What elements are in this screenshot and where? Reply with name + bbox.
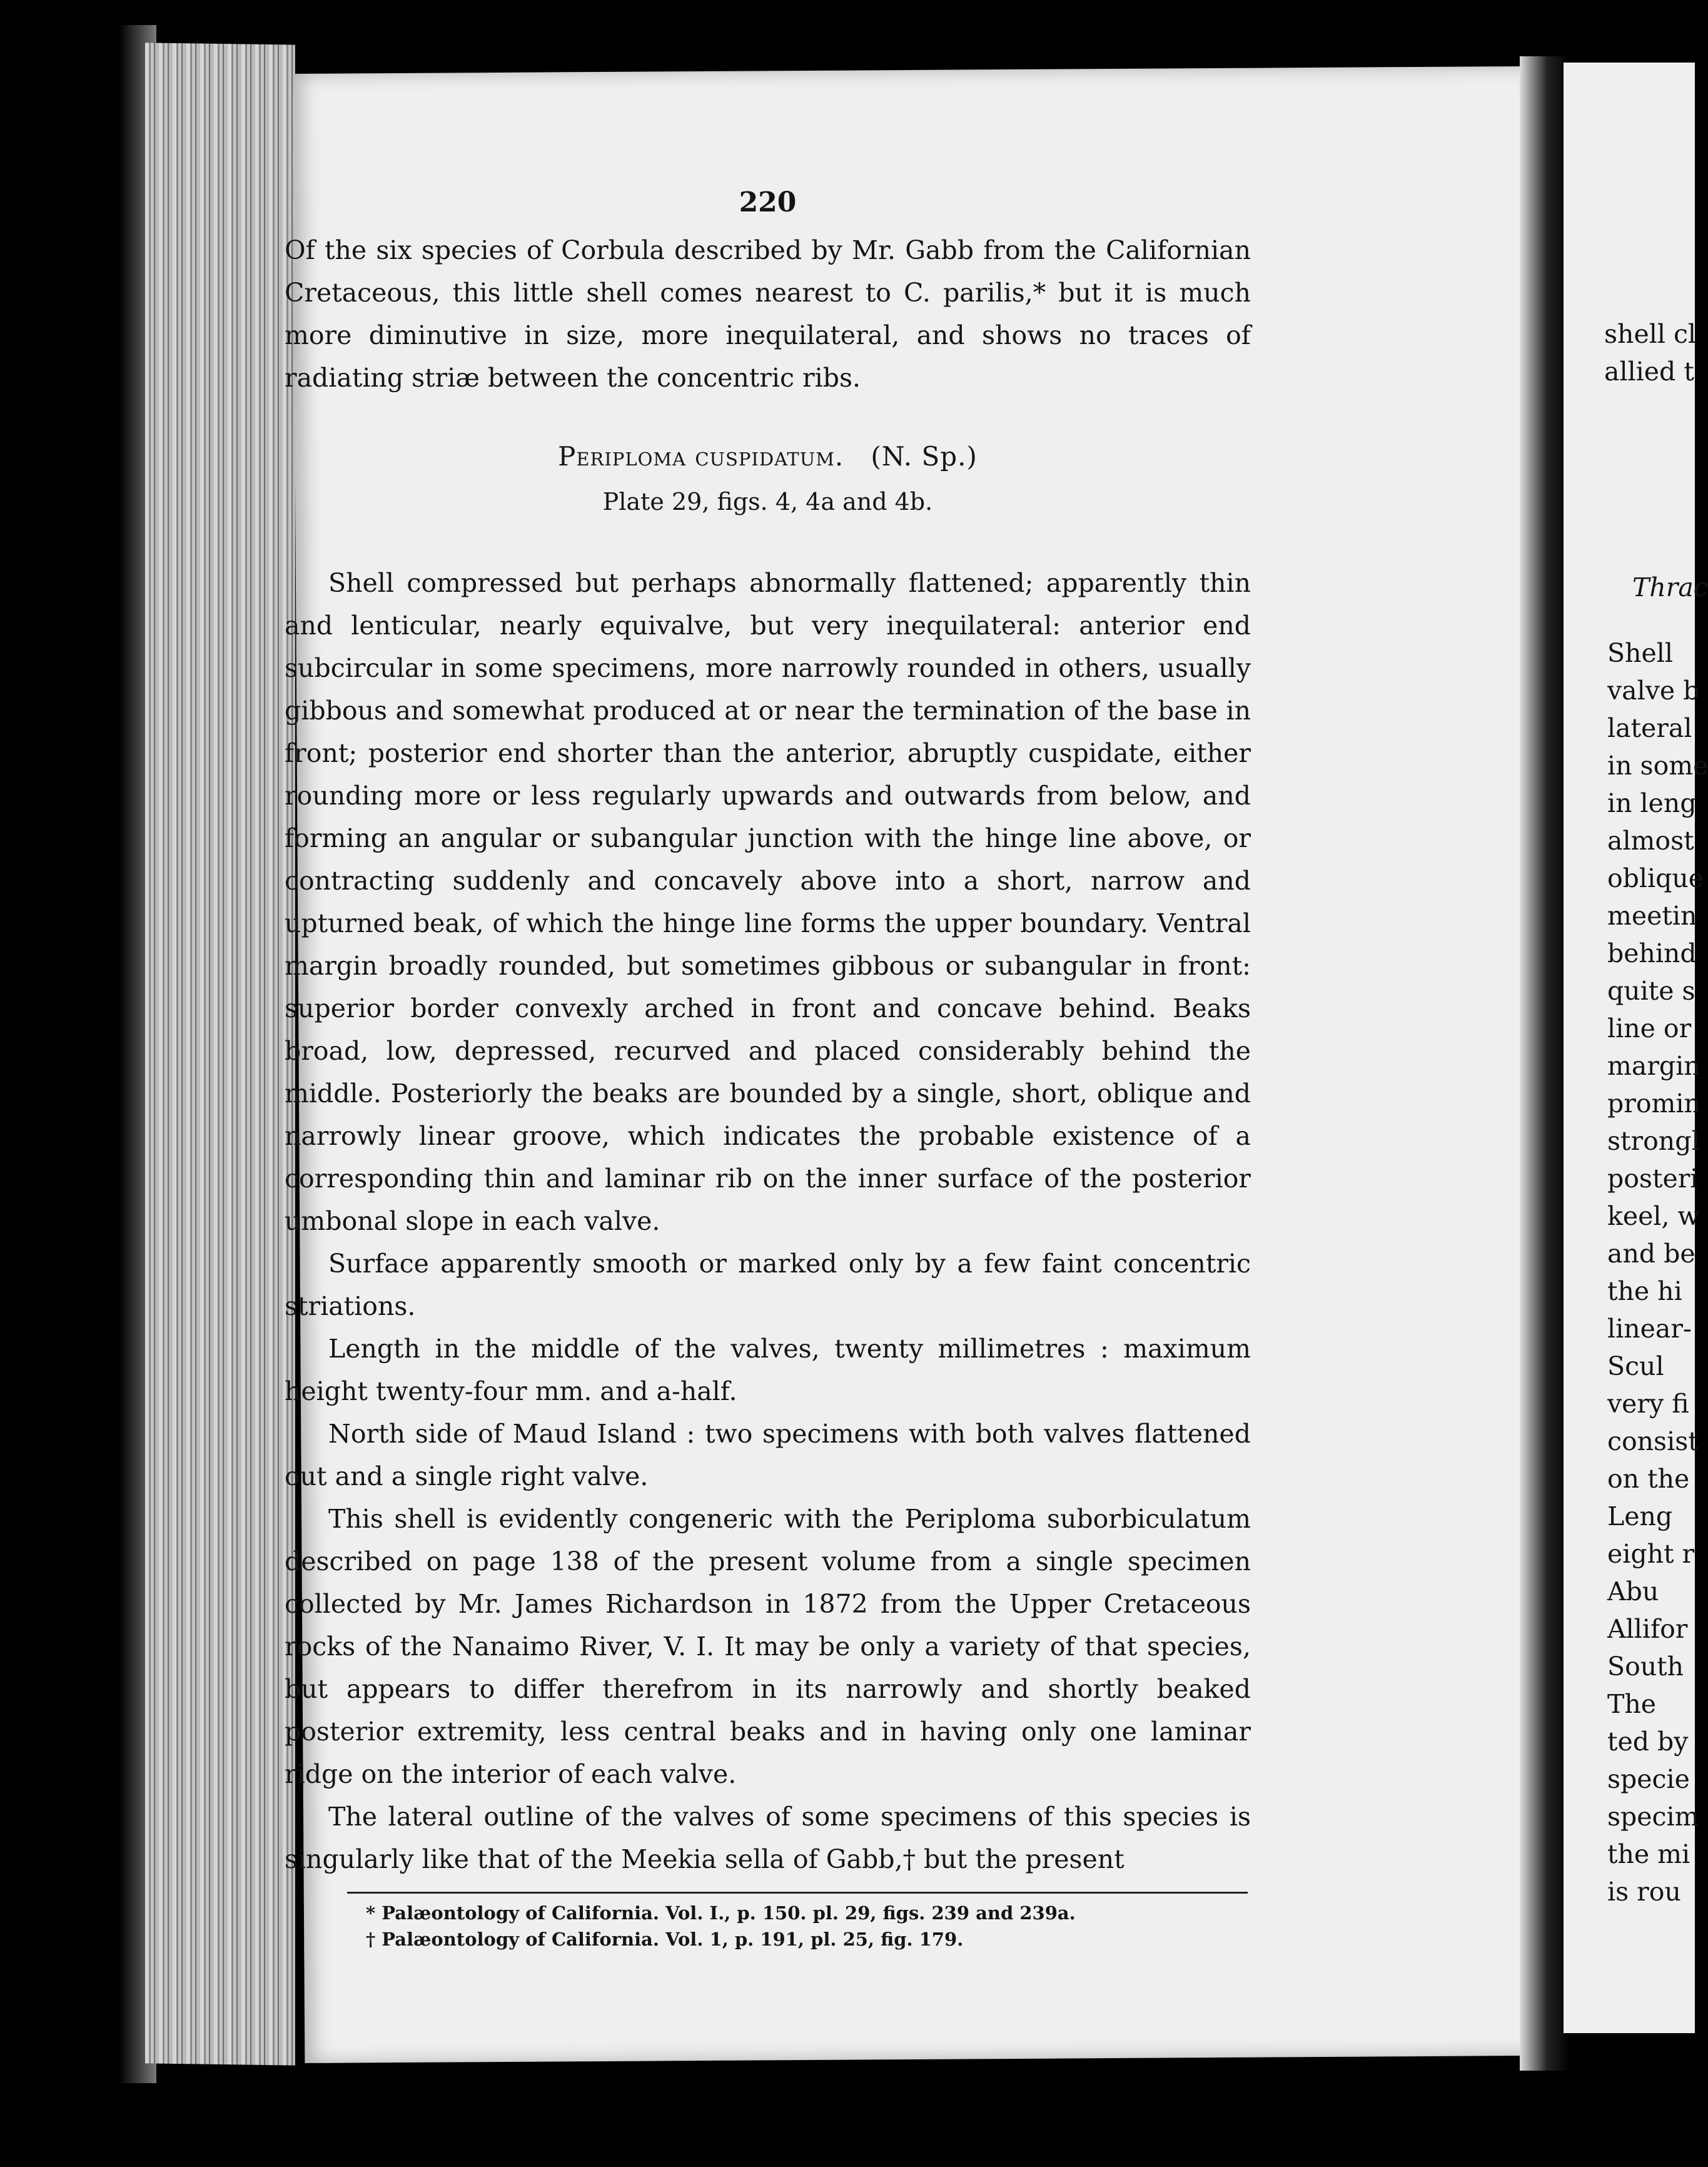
facing-page-line: is rou [1607,1877,1681,1907]
facing-page-line: behind [1607,938,1697,968]
facing-page-line: Shell [1607,638,1673,668]
facing-page-line: quite s [1607,976,1695,1006]
facing-page-line: specim [1607,1802,1699,1832]
facing-page-line: promin [1607,1089,1700,1119]
facing-page-line: The [1607,1689,1657,1719]
facing-page-line: keel, w [1607,1201,1700,1231]
facing-page-line: oblique [1607,863,1704,893]
locality-paragraph: North side of Maud Island : two specimens with both valves flattened out and a single right valve. [285,1419,1251,1491]
description-paragraph: Shell compressed but perhaps abnormally flattened; apparently thin and lenticular, nearly equivalve, but very inequilateral: anterior end subcircular in some specimens, more narrowly rounded in others, usually gibbous and somewhat produced at or near the termination of the base in front; posterior end shorter than the anterior, abruptly cuspidate, either rounding more or less regularly upwards and outwards from below, and forming an angular or subangular junction with the hinge line above, or contracting suddenly and concavely above into a short, narrow and upturned beak, of which the hinge line forms the upper boundary. Ventral margin broadly rounded, but sometimes gibbous or subangular in front: superior border convexly arched in front and concave behind. Beaks broad, low, depressed, recurved and placed considerably behind the middle. Posteriorly the beaks are bounded by a single, short, oblique and narrowly linear groove, which indicates the probable existence of a corresponding thin and laminar rib on the inner surface of the posterior umbonal slope in each valve. [285,568,1251,1236]
facing-page-line: almost [1607,826,1694,856]
footnotes [366,1900,1251,1952]
facing-page-line: Allifor [1607,1614,1688,1644]
surface-paragraph: Surface apparently smooth or marked only by a few faint concentric striations. [285,1249,1251,1321]
page-content [285,181,1251,1952]
facing-page-line: linear- [1607,1314,1692,1344]
outline-paragraph: The lateral outline of the valves of some specimens of this species is singularly like that of the Meekia sella of Gabb,† but the present [285,1802,1251,1874]
facing-page-line: the hi [1607,1276,1682,1306]
facing-page-line: Thrac [1632,572,1708,602]
book-gutter [1520,56,1570,2071]
facing-page-line: margin [1607,1051,1700,1081]
facing-page-line: line or [1607,1013,1692,1043]
facing-page-line: allied t [1604,357,1694,387]
facing-page-line: ted by [1607,1727,1689,1757]
species-heading [285,435,1251,478]
species-note: (N. Sp.) [871,441,978,472]
plate-reference: Plate 29, figs. 4, 4a and 4b. [602,488,933,515]
facing-page-line: Scul [1607,1351,1664,1381]
facing-page-line: meetin [1607,901,1697,931]
facing-page-line: eight r [1607,1539,1695,1569]
facing-page-line: valve b [1607,676,1700,706]
comparison-paragraph: This shell is evidently congeneric with the Periploma suborbiculatum described on page 138 of the present volume from a single specimen collected by Mr. James Richardson in 1872 from the Upper Cretaceous rocks of the Nanaimo River, V. I. It may be only a variety of that species, but appears to differ therefrom in its narrowly and shortly beaked posterior extremity, less central beaks and in having only one laminar ridge on the interior of each valve. [285,1504,1251,1789]
facing-page-line: shell cl [1604,319,1697,349]
facing-page-line: lateral [1607,713,1692,743]
facing-page-line: posteri [1607,1164,1699,1194]
facing-page-line: on the [1607,1464,1690,1494]
footnote-divider [347,1892,1248,1894]
footnote-2: † Palæontology of California. Vol. 1, p. 191, pl. 25, fig. 179. [366,1929,964,1950]
facing-page-line: South [1607,1652,1684,1682]
facing-page-line: Abu [1607,1576,1659,1606]
page-number: 220 [739,186,797,218]
facing-page-line: consist [1607,1426,1699,1456]
footnote-1: * Palæontology of California. Vol. I., p. 150. pl. 29, figs. 239 and 239a. [366,1902,1076,1924]
facing-page-line: and be [1607,1239,1695,1269]
length-paragraph: Length in the middle of the valves, twenty millimetres : maximum height twenty-four mm. and a-half. [285,1334,1251,1406]
facing-page-line: specie [1607,1764,1690,1794]
intro-paragraph: Of the six species of Corbula described by Mr. Gabb from the Californian Cretaceous, this little shell comes nearest to C. parilis,* but it is much more diminutive in size, more inequilateral, and shows no traces of radiating striæ between the concentric ribs. [285,235,1251,393]
page-stack-edge [145,43,295,2065]
facing-page-line: very fi [1607,1389,1689,1419]
facing-page-line: strongl [1607,1126,1700,1156]
facing-page-line: Leng [1607,1501,1673,1531]
facing-page-line: the mi [1607,1839,1690,1869]
facing-page-line: in some [1607,751,1708,781]
facing-page-line: in leng [1607,788,1697,818]
species-title: Periploma cuspidatum. [558,441,844,472]
